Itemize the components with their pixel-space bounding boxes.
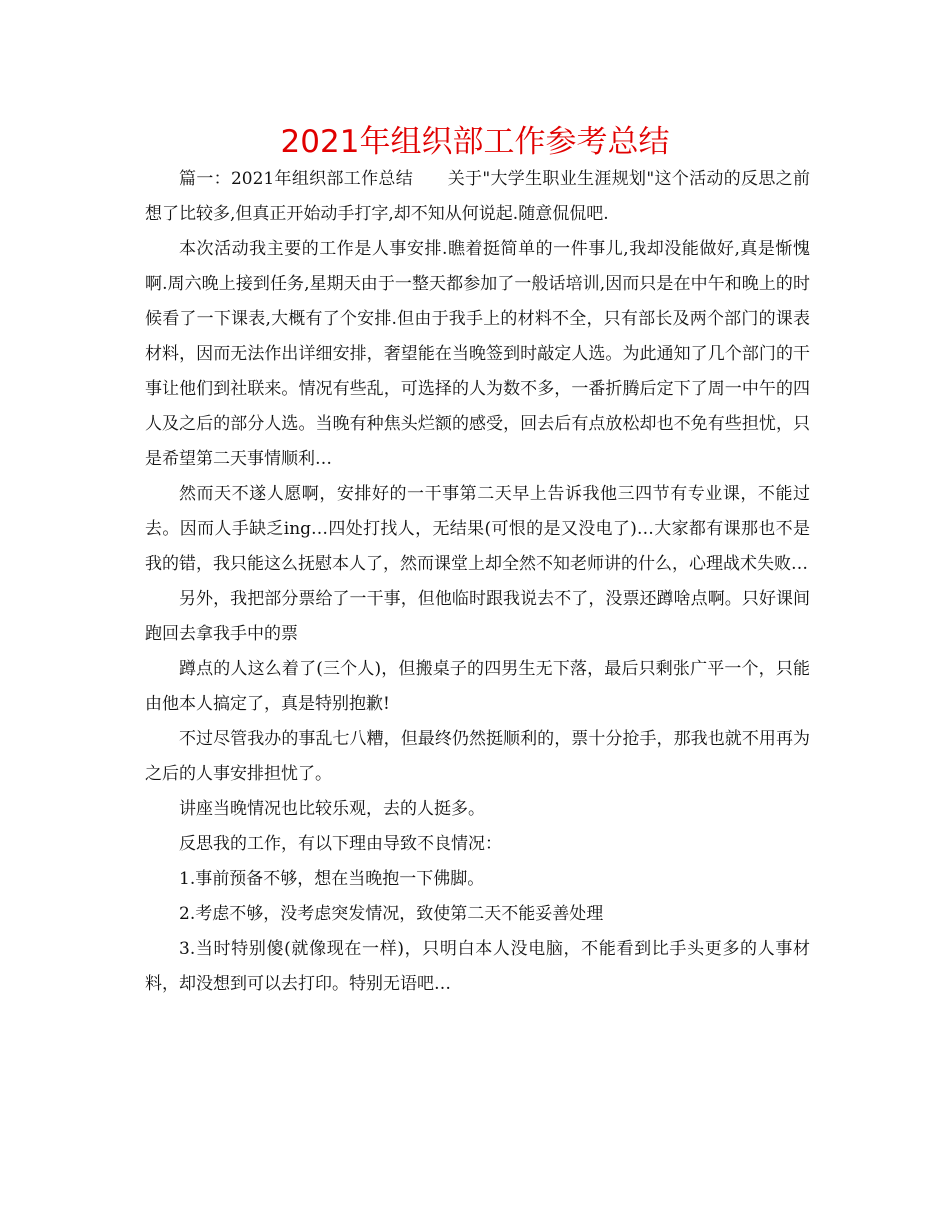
paragraph-lecture-night: 讲座当晚情况也比较乐观，去的人挺多。 [179,799,485,819]
list-item-reason-2: 2.考虑不够，没考虑突发情况，致使第二天不能妥善处理 [179,904,604,924]
paragraph-reflection-intro: 反思我的工作，有以下理由导致不良情况： [179,834,502,854]
list-item-reason-3: 3.当时特别傻(就像现在一样)，只明白本人没电脑，不能看到比手头更多的人事材料，却没想到可以去打印。特别无语吧… [145,939,810,994]
paragraph-outcome: 不过尽管我办的事乱七八糟，但最终仍然挺顺利的，票十分抢手，那我也就不用再为之后的人事安排担忧了。 [145,729,810,784]
document-body [145,162,810,1002]
paragraph-stakeout: 蹲点的人这么着了(三个人)，但搬桌子的四男生无下落，最后只剩张广平一个，只能由他本人搞定了，真是特别抱歉! [145,659,810,714]
paragraph-staff-shortage: 然而天不遂人愿啊，安排好的一干事第二天早上告诉我他三四节有专业课，不能过去。因而人手缺乏ing…四处打找人，无结果(可恨的是又没电了)…大家都有课那也不是我的错，我只能这么抚慰本人了，然而课堂上却全然不知老师讲的什么，心理战术失败… [145,484,810,574]
list-item-reason-1: 1.事前预备不够，想在当晚抱一下佛脚。 [179,869,485,889]
document-title: 2021年组织部工作参考总结 [280,124,670,160]
paragraph-personnel-arrangement: 本次活动我主要的工作是人事安排.瞧着挺简单的一件事儿,我却没能做好,真是惭愧啊.周六晚上接到任务,星期天由于一整天都参加了一般话培训,因而只是在中午和晚上的时候看了一下课表,大概有了个安排.但由于我手上的材料不全，只有部长及两个部门的课表材料，因而无法作出详细安排，奢望能在当晚签到时敲定人选。为此通知了几个部门的干事让他们到社联来。情况有些乱，可选择的人为数不多，一番折腾后定下了周一中午的四人及之后的部分人选。当晚有种焦头烂额的感受，回去后有点放松却也不免有些担忧，只是希望第二天事情顺利… [145,239,810,469]
paragraph-tickets: 另外，我把部分票给了一干事，但他临时跟我说去不了，没票还蹲啥点啊。只好课间跑回去拿我手中的票 [145,589,810,644]
paragraph-intro: 篇一：2021年组织部工作总结 关于"大学生职业生涯规划"这个活动的反思之前想了比较多,但真正开始动手打字,却不知从何说起.随意侃侃吧. [145,169,810,224]
